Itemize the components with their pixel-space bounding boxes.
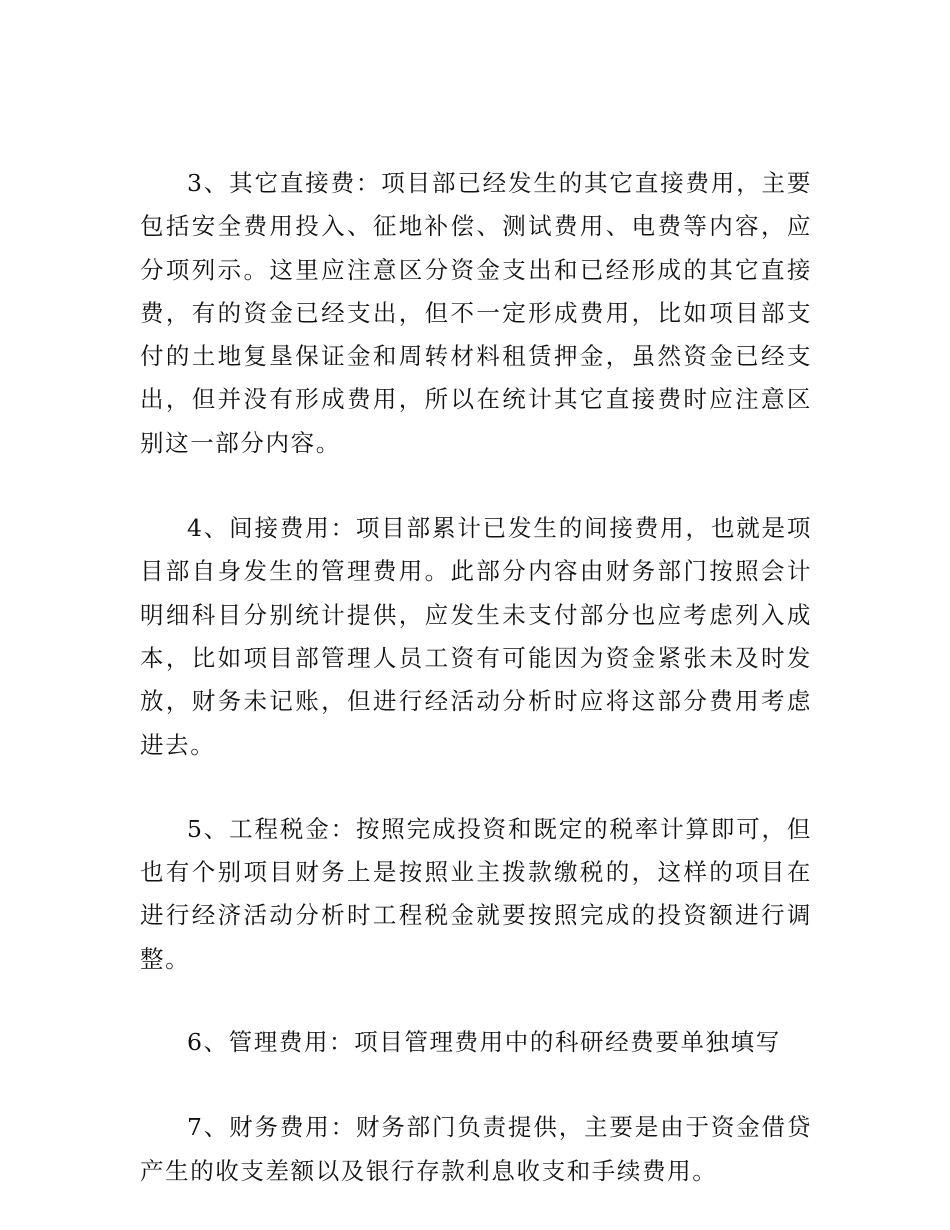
paragraph-other-direct-costs: 3、其它直接费：项目部已经发生的其它直接费用，主要包括安全费用投入、征地补偿、测试费用、电费等内容，应分项列示。这里应注意区分资金支出和已经形成的其它直接费，有的资金已经支出，但不一定形成费用，比如项目部支付的土地复垦保证金和周转材料租赁押金，虽然资金已经支出，但并没有形成费用，所以在统计其它直接费时应注意区别这一部分内容。: [140, 169, 812, 457]
paragraph-management-costs: 6、管理费用：项目管理费用中的科研经费要单独填写: [187, 1028, 781, 1057]
document-body: [140, 162, 812, 1193]
paragraph-indirect-costs: 4、间接费用：项目部累计已发生的间接费用，也就是项目部自身发生的管理费用。此部分内容由财务部门按照会计明细科目分别统计提供，应发生未支付部分也应考虑列入成本，比如项目部管理人员工资有可能因为资金紧张未及时发放，财务未记账，但进行经活动分析时应将这部分费用考虑进去。: [140, 514, 812, 759]
paragraph-financial-costs: 7、财务费用：财务部门负责提供，主要是由于资金借贷产生的收支差额以及银行存款利息收支和手续费用。: [140, 1113, 812, 1185]
paragraph-engineering-tax: 5、工程税金：按照完成投资和既定的税率计算即可，但也有个别项目财务上是按照业主拨款缴税的，这样的项目在进行经济活动分析时工程税金就要按照完成的投资额进行调整。: [140, 814, 812, 973]
